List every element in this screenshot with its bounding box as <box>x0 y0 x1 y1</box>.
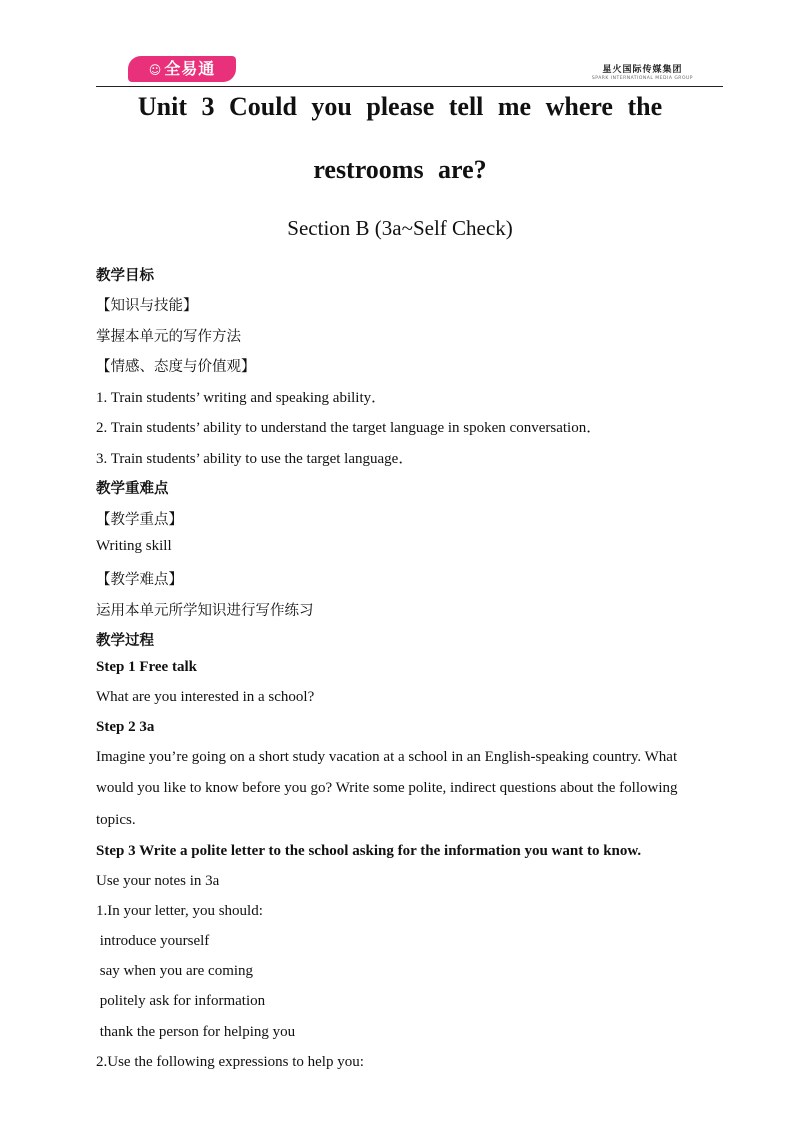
step-2-heading: Step 2 3a <box>96 719 155 735</box>
section-subtitle: Section B (3a~Self Check) <box>287 216 513 240</box>
list-item: politely ask for information <box>96 993 266 1009</box>
subheading-difficult-points: 【教学难点】 <box>96 572 183 588</box>
list-item: thank the person for helping you <box>96 1024 296 1040</box>
body-text: 运用本单元所学知识进行写作练习 <box>96 603 314 619</box>
list-intro: 2.Use the following expressions to help you: <box>96 1054 364 1070</box>
step-3-heading: Step 3 Write a polite letter to the school asking for the information you want to know. <box>96 843 642 859</box>
body-text: topics. <box>96 812 136 828</box>
list-intro: 1.In your letter, you should: <box>96 903 263 919</box>
body-text: What are you interested in a school? <box>96 689 315 705</box>
subheading-key-points: 【教学重点】 <box>96 512 183 528</box>
objective-item-3: 3. Train students’ ability to use the target language． <box>96 451 414 467</box>
heading-teaching-objectives: 教学目标 <box>96 268 154 284</box>
page-header <box>96 54 723 87</box>
body-text: Writing skill <box>96 538 172 554</box>
heading-teaching-process: 教学过程 <box>96 633 154 649</box>
document-title-line-2: restrooms are? <box>313 155 487 184</box>
subheading-knowledge-skills: 【知识与技能】 <box>96 298 198 314</box>
list-item: say when you are coming <box>96 963 254 979</box>
publisher-name: 星火国际传媒集团 <box>602 65 683 75</box>
heading-key-difficult-points: 教学重难点 <box>96 481 169 497</box>
publisher-mark <box>592 62 693 81</box>
body-text: Use your notes in 3a <box>96 873 220 889</box>
logo-text: 全易通 <box>164 59 216 78</box>
brand-logo <box>128 56 236 82</box>
body-text: would you like to know before you go? Write some polite, indirect questions about the following <box>96 780 678 796</box>
document-title-line-1: Unit 3 Could you please tell me where the <box>137 92 663 121</box>
list-item: introduce yourself <box>96 933 210 949</box>
logo-mark-icon: ☺ <box>148 63 163 77</box>
step-1-heading: Step 1 Free talk <box>96 659 197 675</box>
objective-item-2: 2. Train students’ ability to understand the target language in spoken conversation． <box>96 420 602 436</box>
body-text: Imagine you’re going on a short study vacation at a school in an English-speaking country. What <box>96 749 678 765</box>
objective-item-1: 1. Train students’ writing and speaking ability． <box>96 390 387 406</box>
body-text: 掌握本单元的写作方法 <box>96 329 241 345</box>
publisher-english-name: SPARK INTERNATIONAL MEDIA GROUP <box>591 76 693 81</box>
subheading-attitudes-values: 【情感、态度与价值观】 <box>96 359 256 375</box>
